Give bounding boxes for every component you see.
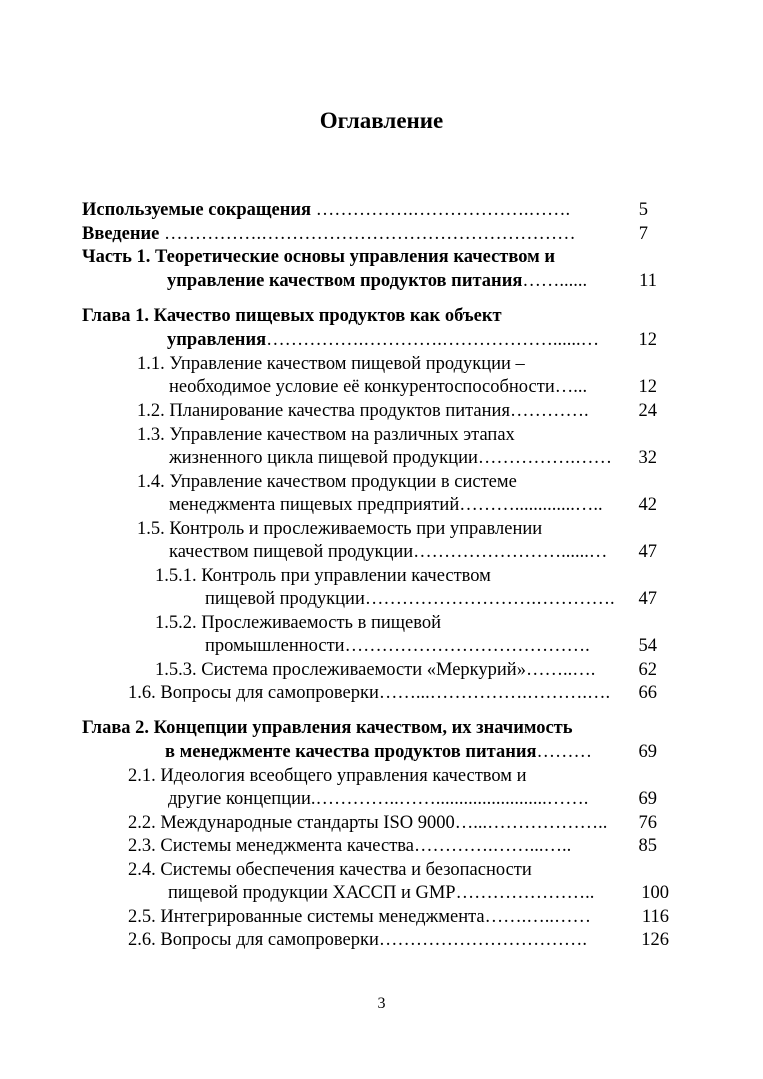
toc-leader: …………….…… <box>477 448 612 468</box>
toc-page-number: 66 <box>638 683 657 703</box>
toc-entry-text: 2.6. Вопросы для самопроверки <box>128 930 379 950</box>
toc-page-number: 32 <box>638 448 657 468</box>
toc-entry-introduction[interactable] <box>82 223 648 245</box>
toc-entry-text: менеджмента пищевых предприятий <box>169 495 460 515</box>
toc-section-2-4-line1[interactable]: 2.4. Системы обеспечения качества и безопасности <box>128 860 532 880</box>
toc-entry-text: управление качеством продуктов питания <box>167 271 523 291</box>
toc-leader: ……...... <box>522 271 588 291</box>
toc-leader: …...……………….. <box>454 813 608 833</box>
toc-entry-text: 2.3. Системы менеджмента качества <box>128 836 414 856</box>
toc-leader: …….…..…… <box>484 907 592 927</box>
toc-entry-section-2-2[interactable] <box>128 812 657 834</box>
toc-entry-text: качеством пищевой продукции <box>169 542 414 562</box>
toc-page-number: 47 <box>638 589 657 609</box>
toc-section-1-5-line1[interactable]: 1.5. Контроль и прослеживаемость при управлении <box>137 519 543 539</box>
toc-leader: ……………………….…………. <box>364 589 615 609</box>
toc-entry-section-1-6[interactable] <box>128 682 657 704</box>
toc-page-number: 69 <box>638 789 657 809</box>
toc-entry-text: Введение <box>82 224 160 244</box>
toc-entry-section-1-4[interactable] <box>169 494 657 516</box>
toc-page-number: 69 <box>638 742 657 762</box>
toc-entry-section-1-2[interactable] <box>137 400 657 422</box>
toc-entry-section-1-3[interactable] <box>169 447 657 469</box>
toc-entry-text: 2.2. Международные стандарты ISO 9000 <box>128 813 455 833</box>
toc-leader: ……….............….. <box>459 495 603 515</box>
toc-page-number: 62 <box>638 660 657 680</box>
toc-entry-section-1-5-1[interactable] <box>205 588 657 610</box>
toc-entry-text: 1.2. Планирование качества продуктов питания <box>137 401 510 421</box>
toc-entry-section-2-4[interactable] <box>168 882 669 904</box>
page-number-footer: 3 <box>377 995 386 1012</box>
toc-entry-section-1-1[interactable] <box>169 376 657 398</box>
toc-leader: …………………………………. <box>344 636 590 656</box>
toc-entry-text: Используемые сокращения <box>82 200 312 220</box>
toc-page-number: 5 <box>638 200 648 220</box>
toc-entry-text: пищевой продукции ХАССП и GMP <box>168 883 456 903</box>
toc-section-1-4-line1[interactable]: 1.4. Управление качеством продукции в системе <box>137 472 517 492</box>
toc-entry-text: в менеджменте качества продуктов питания <box>165 742 537 762</box>
toc-entry-section-1-5[interactable] <box>169 541 657 563</box>
toc-page-number: 100 <box>641 883 669 903</box>
toc-leader: …………….……………….……. <box>311 200 571 220</box>
toc-entry-abbreviations[interactable] <box>82 199 648 221</box>
toc-chapter2-line1[interactable]: Глава 2. Концепции управления качеством, их значимость <box>82 718 573 738</box>
toc-leader: ……………………......… <box>413 542 608 562</box>
toc-leader: ……………………………. <box>378 930 587 950</box>
toc-page-number: 24 <box>638 401 657 421</box>
toc-entry-text: пищевой продукции <box>205 589 365 609</box>
toc-entry-section-2-5[interactable] <box>128 906 669 928</box>
toc-part1-line1[interactable]: Часть 1. Теоретические основы управления качеством и <box>82 247 556 267</box>
toc-entry-section-2-1[interactable] <box>168 788 657 810</box>
toc-leader: ……...…………….……….…. <box>378 683 611 703</box>
toc-entry-chapter2[interactable] <box>165 741 657 763</box>
toc-page-number: 7 <box>638 224 648 244</box>
toc-entry-section-1-5-3[interactable] <box>155 659 657 681</box>
toc-page-number: 76 <box>638 813 657 833</box>
toc-page-number: 12 <box>638 377 657 397</box>
toc-entry-section-2-3[interactable] <box>128 835 657 857</box>
toc-section-2-1-line1[interactable]: 2.1. Идеология всеобщего управления качеством и <box>128 766 527 786</box>
toc-entry-text: другие концепции. <box>168 789 316 809</box>
toc-leader: ………………….. <box>455 883 595 903</box>
toc-page-number: 116 <box>641 907 669 927</box>
toc-page-number: 85 <box>638 836 657 856</box>
toc-section-1-5-2-line1[interactable]: 1.5.2. Прослеживаемость в пищевой <box>155 613 441 633</box>
toc-leader: ………….……...….. <box>413 836 572 856</box>
toc-entry-text: управления <box>167 330 267 350</box>
toc-entry-section-2-6[interactable] <box>128 929 669 951</box>
toc-page-number: 12 <box>638 330 657 350</box>
toc-leader: …………..……........................……. <box>315 789 589 809</box>
toc-leader: ……..…. <box>525 660 596 680</box>
toc-entry-part1[interactable] <box>167 270 657 292</box>
toc-section-1-3-line1[interactable]: 1.3. Управление качеством на различных этапах <box>137 425 515 445</box>
toc-section-1-1-line1[interactable]: 1.1. Управление качеством пищевой продукции – <box>137 354 525 374</box>
toc-page-number: 54 <box>638 636 657 656</box>
toc-page-number: 11 <box>639 271 657 291</box>
toc-entry-text: 2.5. Интегрированные системы менеджмента <box>128 907 485 927</box>
toc-chapter1-line1[interactable]: Глава 1. Качество пищевых продуктов как объект <box>82 306 502 326</box>
toc-entry-text: промышленности <box>205 636 345 656</box>
toc-leader: …………….………….………………......… <box>266 330 600 350</box>
toc-entry-chapter1[interactable] <box>167 329 657 351</box>
toc-section-1-5-1-line1[interactable]: 1.5.1. Контроль при управлении качеством <box>155 566 491 586</box>
toc-page-number: 47 <box>638 542 657 562</box>
toc-entry-text: необходимое условие её конкурентоспособности <box>169 377 555 397</box>
toc-entry-text: жизненного цикла пищевой продукции <box>169 448 478 468</box>
toc-entry-text: 1.6. Вопросы для самопроверки <box>128 683 379 703</box>
toc-leader: ……… <box>536 742 593 762</box>
toc-leader: …... <box>554 377 588 397</box>
toc-page-number: 126 <box>641 930 669 950</box>
page-title: Оглавление <box>319 108 444 133</box>
toc-entry-text: 1.5.3. Система прослеживаемости «Меркурий» <box>155 660 526 680</box>
toc-leader: …………. <box>509 401 589 421</box>
toc-leader: …………….…………………………………………… <box>159 224 576 244</box>
toc-page-number: 42 <box>638 495 657 515</box>
toc-entry-section-1-5-2[interactable] <box>205 635 657 657</box>
